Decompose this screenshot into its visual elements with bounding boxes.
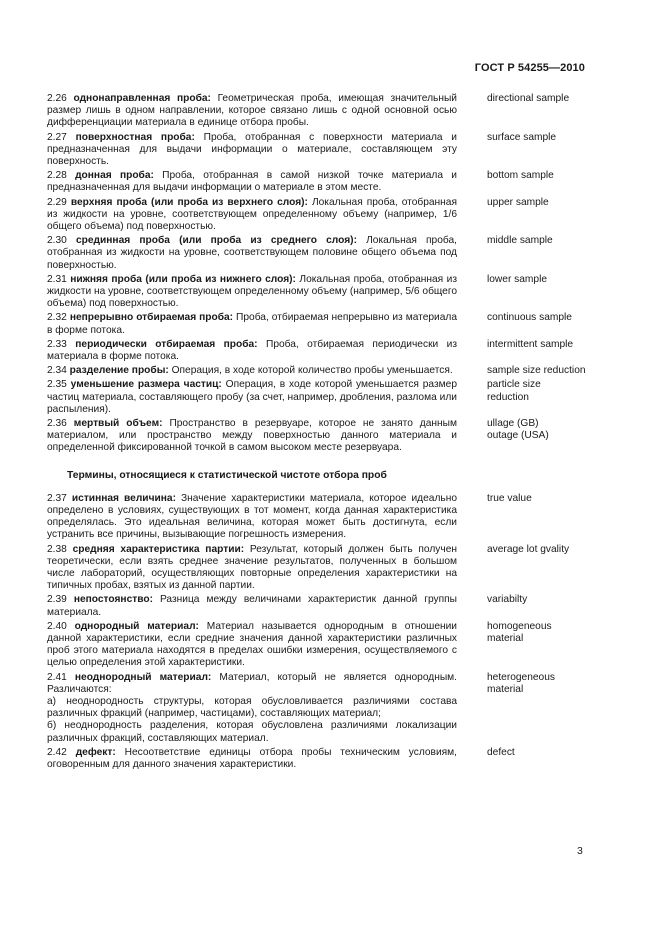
term-text: Локальная проба, отобранная из жидкости на уровне, соответствующем определенному объему (например, 1/6 общего объема) под поверхностью. bbox=[47, 196, 457, 233]
term-text: Проба, отбираемая непрерывно из материала в форме потока. bbox=[47, 312, 457, 336]
term-name: мертвый объем: bbox=[73, 418, 163, 430]
term-subitem: а) неоднородность структуры, которая обусловливается различиями состава различных фракций (например, частицами), составляющих материал; bbox=[47, 695, 457, 720]
term-text: Проба, отбираемая периодически из материала в форме потока. bbox=[47, 338, 457, 363]
term-text: Материал, который не является однородным. Различаются: bbox=[47, 671, 457, 695]
term-number: 2.42 bbox=[47, 746, 67, 758]
term-english-equivalent: homogeneous material bbox=[487, 620, 552, 644]
term-name: нижняя проба (или проба из нижнего слоя): bbox=[70, 273, 296, 285]
term-entry bbox=[47, 747, 597, 771]
term-definition-ru bbox=[47, 170, 457, 194]
document-code: ГОСТ Р 54255—2010 bbox=[474, 62, 585, 74]
term-name: средняя характеристика партии: bbox=[72, 543, 245, 555]
term-entry bbox=[47, 93, 597, 130]
term-english-equivalent: variabilty bbox=[487, 594, 528, 606]
term-definition-ru bbox=[47, 339, 457, 363]
term-entry bbox=[47, 621, 597, 670]
term-english-equivalent: surface sample bbox=[487, 131, 557, 143]
term-english-equivalent: true value bbox=[487, 492, 532, 504]
term-text: Результат, который должен быть получен теоретически, если взять среднее значение результатов, полученных в большом числе лабораторий, осуществляющих повторные определения характеристики на типичных пробах, взятых из данной партии. bbox=[47, 543, 457, 592]
term-definition-ru bbox=[47, 274, 457, 311]
term-name: разделение пробы: bbox=[69, 365, 169, 377]
term-name: однонаправленная проба: bbox=[73, 93, 211, 104]
term-entry bbox=[47, 339, 597, 363]
term-definition-ru bbox=[47, 312, 457, 336]
term-text: Операция, в ходе которой количество пробы уменьшается. bbox=[168, 365, 453, 377]
term-english-equivalent: average lot gvality bbox=[487, 543, 570, 555]
term-text: Несоответствие единицы отбора пробы техническим условиям, оговоренным для данного значения характеристики. bbox=[47, 746, 458, 770]
term-english-equivalent: upper sample bbox=[487, 196, 549, 208]
term-entry bbox=[47, 235, 597, 272]
term-name: однородный материал: bbox=[74, 620, 199, 632]
term-definition-ru bbox=[47, 672, 457, 745]
term-text: Локальная проба, отобранная из жидкости на уровне, соответствующем половине общего объема под поверхностью. bbox=[47, 235, 457, 271]
term-number: 2.37 bbox=[47, 492, 67, 504]
terms-group-statistics bbox=[47, 493, 597, 771]
term-english-equivalent: defect bbox=[487, 746, 515, 758]
term-number: 2.28 bbox=[47, 170, 67, 182]
term-name: срединная проба (или проба из среднего слоя): bbox=[76, 235, 357, 247]
section-title: Термины, относящиеся к статистической чистоте отбора проб bbox=[67, 469, 387, 481]
term-name: непостоянство: bbox=[73, 594, 153, 606]
term-number: 2.36 bbox=[47, 418, 67, 430]
term-text: Материал называется однородным в отношении данной характеристики, если средние значения данной характеристики различных проб этого материала находятся в пределах ошибки измерения, осуществляемого с целью определения этой характеристики. bbox=[47, 620, 457, 669]
term-english-equivalent: heterogeneous material bbox=[487, 671, 555, 695]
term-entry bbox=[47, 493, 597, 542]
term-text: Разница между величинами характеристик данной группы материала. bbox=[47, 594, 457, 618]
term-entry bbox=[47, 594, 597, 618]
term-entry bbox=[47, 418, 597, 455]
term-text: Операция, в ходе которой уменьшается размер частиц материала, составляющего пробу (за счет, например, дробления, разлома или распыления). bbox=[47, 379, 457, 415]
term-definition-ru bbox=[47, 493, 457, 542]
term-definition-ru bbox=[47, 235, 457, 272]
term-english-equivalent: middle sample bbox=[487, 235, 553, 247]
term-english-equivalent: particle size reduction bbox=[487, 379, 541, 403]
term-english-equivalent: lower sample bbox=[487, 273, 548, 285]
page-number: 3 bbox=[577, 845, 583, 857]
term-name: верхняя проба (или проба из верхнего слоя): bbox=[70, 196, 308, 208]
term-subitem: б) неоднородность разделения, которая обусловлена различиями локализации различных фракций, составляющих материал. bbox=[47, 720, 457, 744]
term-definition-ru bbox=[47, 594, 457, 618]
term-english-equivalent: directional sample bbox=[487, 93, 570, 104]
term-definition-ru bbox=[47, 197, 457, 234]
term-definition-ru bbox=[47, 93, 457, 130]
term-number: 2.34 bbox=[47, 365, 67, 377]
term-text: Значение характеристики материала, которое идеально определено в условиях, существующих в тот момент, когда данная характеристика определялась. Это идеальная величина, которая может быть достигнута, если устранить все причины, вызывающие погрешность измерения. bbox=[47, 492, 457, 541]
term-english-equivalent: continuous sample bbox=[487, 312, 572, 324]
term-definition-ru bbox=[47, 544, 457, 593]
term-text: Локальная проба, отобранная из жидкости на уровне, соответствующем определенному объему (например, 5/6 общего объема) под поверхностью. bbox=[47, 273, 457, 310]
term-entry bbox=[47, 197, 597, 234]
term-text: Пространство в резервуаре, которое не занято данным материалом, или пространство между поверхностью данного материала и определенной фиксированной точкой в самом высоком месте резервуара. bbox=[47, 418, 457, 454]
term-english-equivalent: ullage (GB) outage (USA) bbox=[487, 418, 549, 442]
term-text: Геометрическая проба, имеющая значительный размер лишь в одном направлении, которое связано лишь с одной основной осью дифференциации материала в единице отбора пробы. bbox=[47, 93, 457, 129]
term-english-equivalent: bottom sample bbox=[487, 170, 554, 182]
term-text: Проба, отобранная с поверхности материала и предназначенная для выдачи информации о материале, составляющем эту поверхность. bbox=[47, 131, 457, 168]
term-number: 2.29 bbox=[47, 196, 67, 208]
term-number: 2.39 bbox=[47, 594, 67, 606]
term-entry bbox=[47, 672, 597, 745]
term-name: уменьшение размера частиц: bbox=[70, 379, 222, 391]
term-number: 2.31 bbox=[47, 273, 67, 285]
term-entry bbox=[47, 132, 597, 169]
term-entry bbox=[47, 379, 597, 416]
terms-list bbox=[47, 93, 597, 773]
term-number: 2.38 bbox=[47, 543, 67, 555]
term-name: непрерывно отбираемая проба: bbox=[69, 312, 234, 324]
term-definition-ru bbox=[47, 365, 457, 377]
term-number: 2.41 bbox=[47, 671, 67, 683]
term-english-equivalent: sample size reduction bbox=[487, 365, 586, 377]
term-english-equivalent: intermittent sample bbox=[487, 338, 574, 350]
term-number: 2.26 bbox=[47, 93, 67, 104]
term-name: дефект: bbox=[75, 746, 116, 758]
term-number: 2.30 bbox=[47, 235, 67, 247]
term-number: 2.27 bbox=[47, 131, 67, 143]
term-entry bbox=[47, 274, 597, 311]
term-name: неоднородный материал: bbox=[74, 671, 212, 683]
term-definition-ru bbox=[47, 132, 457, 169]
term-name: истинная величина: bbox=[71, 492, 176, 504]
term-definition-ru bbox=[47, 747, 457, 771]
term-entry bbox=[47, 365, 597, 377]
term-number: 2.40 bbox=[47, 620, 67, 632]
term-entry bbox=[47, 312, 597, 336]
term-definition-ru bbox=[47, 379, 457, 416]
term-entry bbox=[47, 544, 597, 593]
term-name: донная проба: bbox=[75, 170, 154, 182]
term-name: периодически отбираемая проба: bbox=[75, 338, 258, 350]
term-text: Проба, отобранная в самой низкой точке материала и предназначенная для выдачи информации о материале в этом месте. bbox=[47, 170, 457, 194]
terms-group-sampling bbox=[47, 93, 597, 455]
term-number: 2.35 bbox=[47, 379, 67, 391]
term-definition-ru bbox=[47, 418, 457, 455]
term-name: поверхностная проба: bbox=[75, 131, 195, 143]
term-number: 2.33 bbox=[47, 338, 67, 350]
term-definition-ru bbox=[47, 621, 457, 670]
term-number: 2.32 bbox=[47, 312, 67, 324]
term-entry bbox=[47, 170, 597, 194]
